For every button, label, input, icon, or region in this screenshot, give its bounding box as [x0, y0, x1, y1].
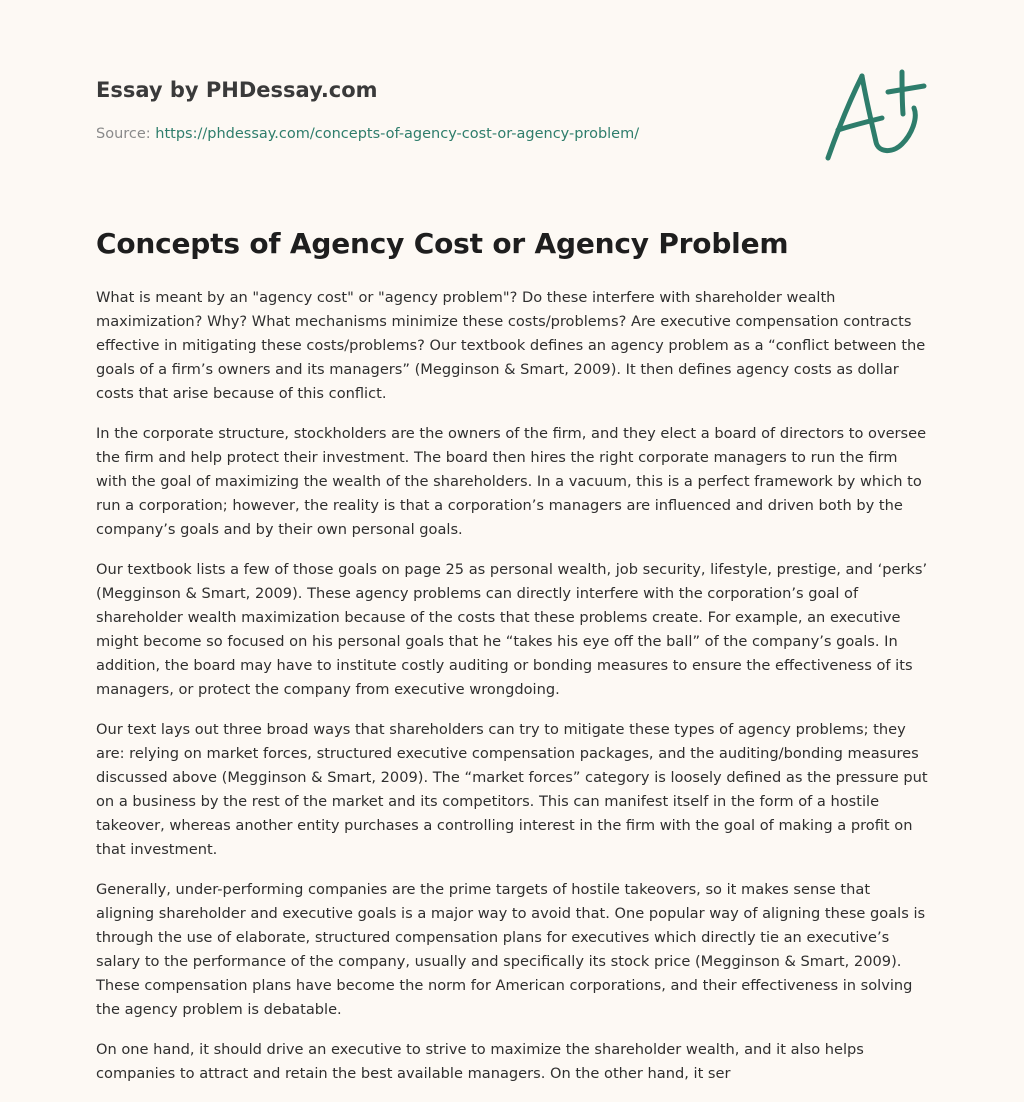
essay-paragraph: In the corporate structure, stockholders are the owners of the firm, and they elect a board of directors to oversee the firm and help protect their investment. The board then hires the right corporate managers to run the firm with the goal of maximizing the wealth of the shareholders. In a vacuum, this is a perfect framework by which to run a corporation; however, the reality is that a corporation’s managers are influenced and driven both by the company’s goals and by their own personal goals.	[96, 425, 927, 538]
essay-paragraph: What is meant by an "agency cost" or "agency problem"? Do these interfere with shareholder wealth maximization? Why? What mechanisms minimize these costs/problems? Are executive compensation contracts effective in mitigating these costs/problems? Our textbook defines an agency problem as a “conflict between the goals of a firm’s owners and its managers” (Megginson & Smart, 2009). It then defines agency costs as dollar costs that arise because of this conflict.	[96, 289, 926, 402]
essay-content	[96, 224, 932, 1102]
site-brand: Essay by PHDessay.com	[96, 78, 378, 102]
site-header	[96, 76, 816, 144]
essay-paragraph: Our text lays out three broad ways that shareholders can try to mitigate these types of agency problems; they are: relying on market forces, structured executive compensation packages, and the auditing/bonding measures discussed above (Megginson & Smart, 2009). The “market forces” category is loosely defined as the pressure put on a business by the rest of the market and its competitors. This can manifest itself in the form of a hostile takeover, whereas another entity purchases a controlling interest in the firm with the goal of making a profit on that investment.	[96, 721, 928, 858]
a-plus-logo-icon	[816, 64, 936, 168]
source-line	[96, 124, 816, 144]
essay-title: Concepts of Agency Cost or Agency Problem	[96, 227, 789, 260]
essay-paragraph: Generally, under-performing companies are the prime targets of hostile takeovers, so it makes sense that aligning shareholder and executive goals is a major way to avoid that. One popular way of aligning these goals is through the use of elaborate, structured compensation plans for executives which directly tie an executive’s salary to the performance of the company, usually and specifically its stock price (Megginson & Smart, 2009). These compensation plans have become the norm for American corporations, and their effectiveness in solving the agency problem is debatable.	[96, 881, 926, 1018]
essay-paragraph: Our textbook lists a few of those goals on page 25 as personal wealth, job security, lifestyle, prestige, and ‘perks’ (Megginson & Smart, 2009). These agency problems can directly interfere with the corporation’s goal of shareholder wealth maximization because of the costs that these problems create. For example, an executive might become so focused on his personal goals that he “takes his eye off the ball” of the company’s goals. In addition, the board may have to institute costly auditing or bonding measures to ensure the effectiveness of its managers, or protect the company from executive wrongdoing.	[96, 561, 928, 698]
source-link[interactable]: https://phdessay.com/concepts-of-agency-cost-or-agency-problem/	[155, 126, 640, 142]
source-label: Source:	[96, 126, 151, 142]
essay-paragraph: On one hand, it should drive an executive to strive to maximize the shareholder wealth, and it also helps companies to attract and retain the best available managers. On the other hand, it ser	[96, 1041, 864, 1082]
